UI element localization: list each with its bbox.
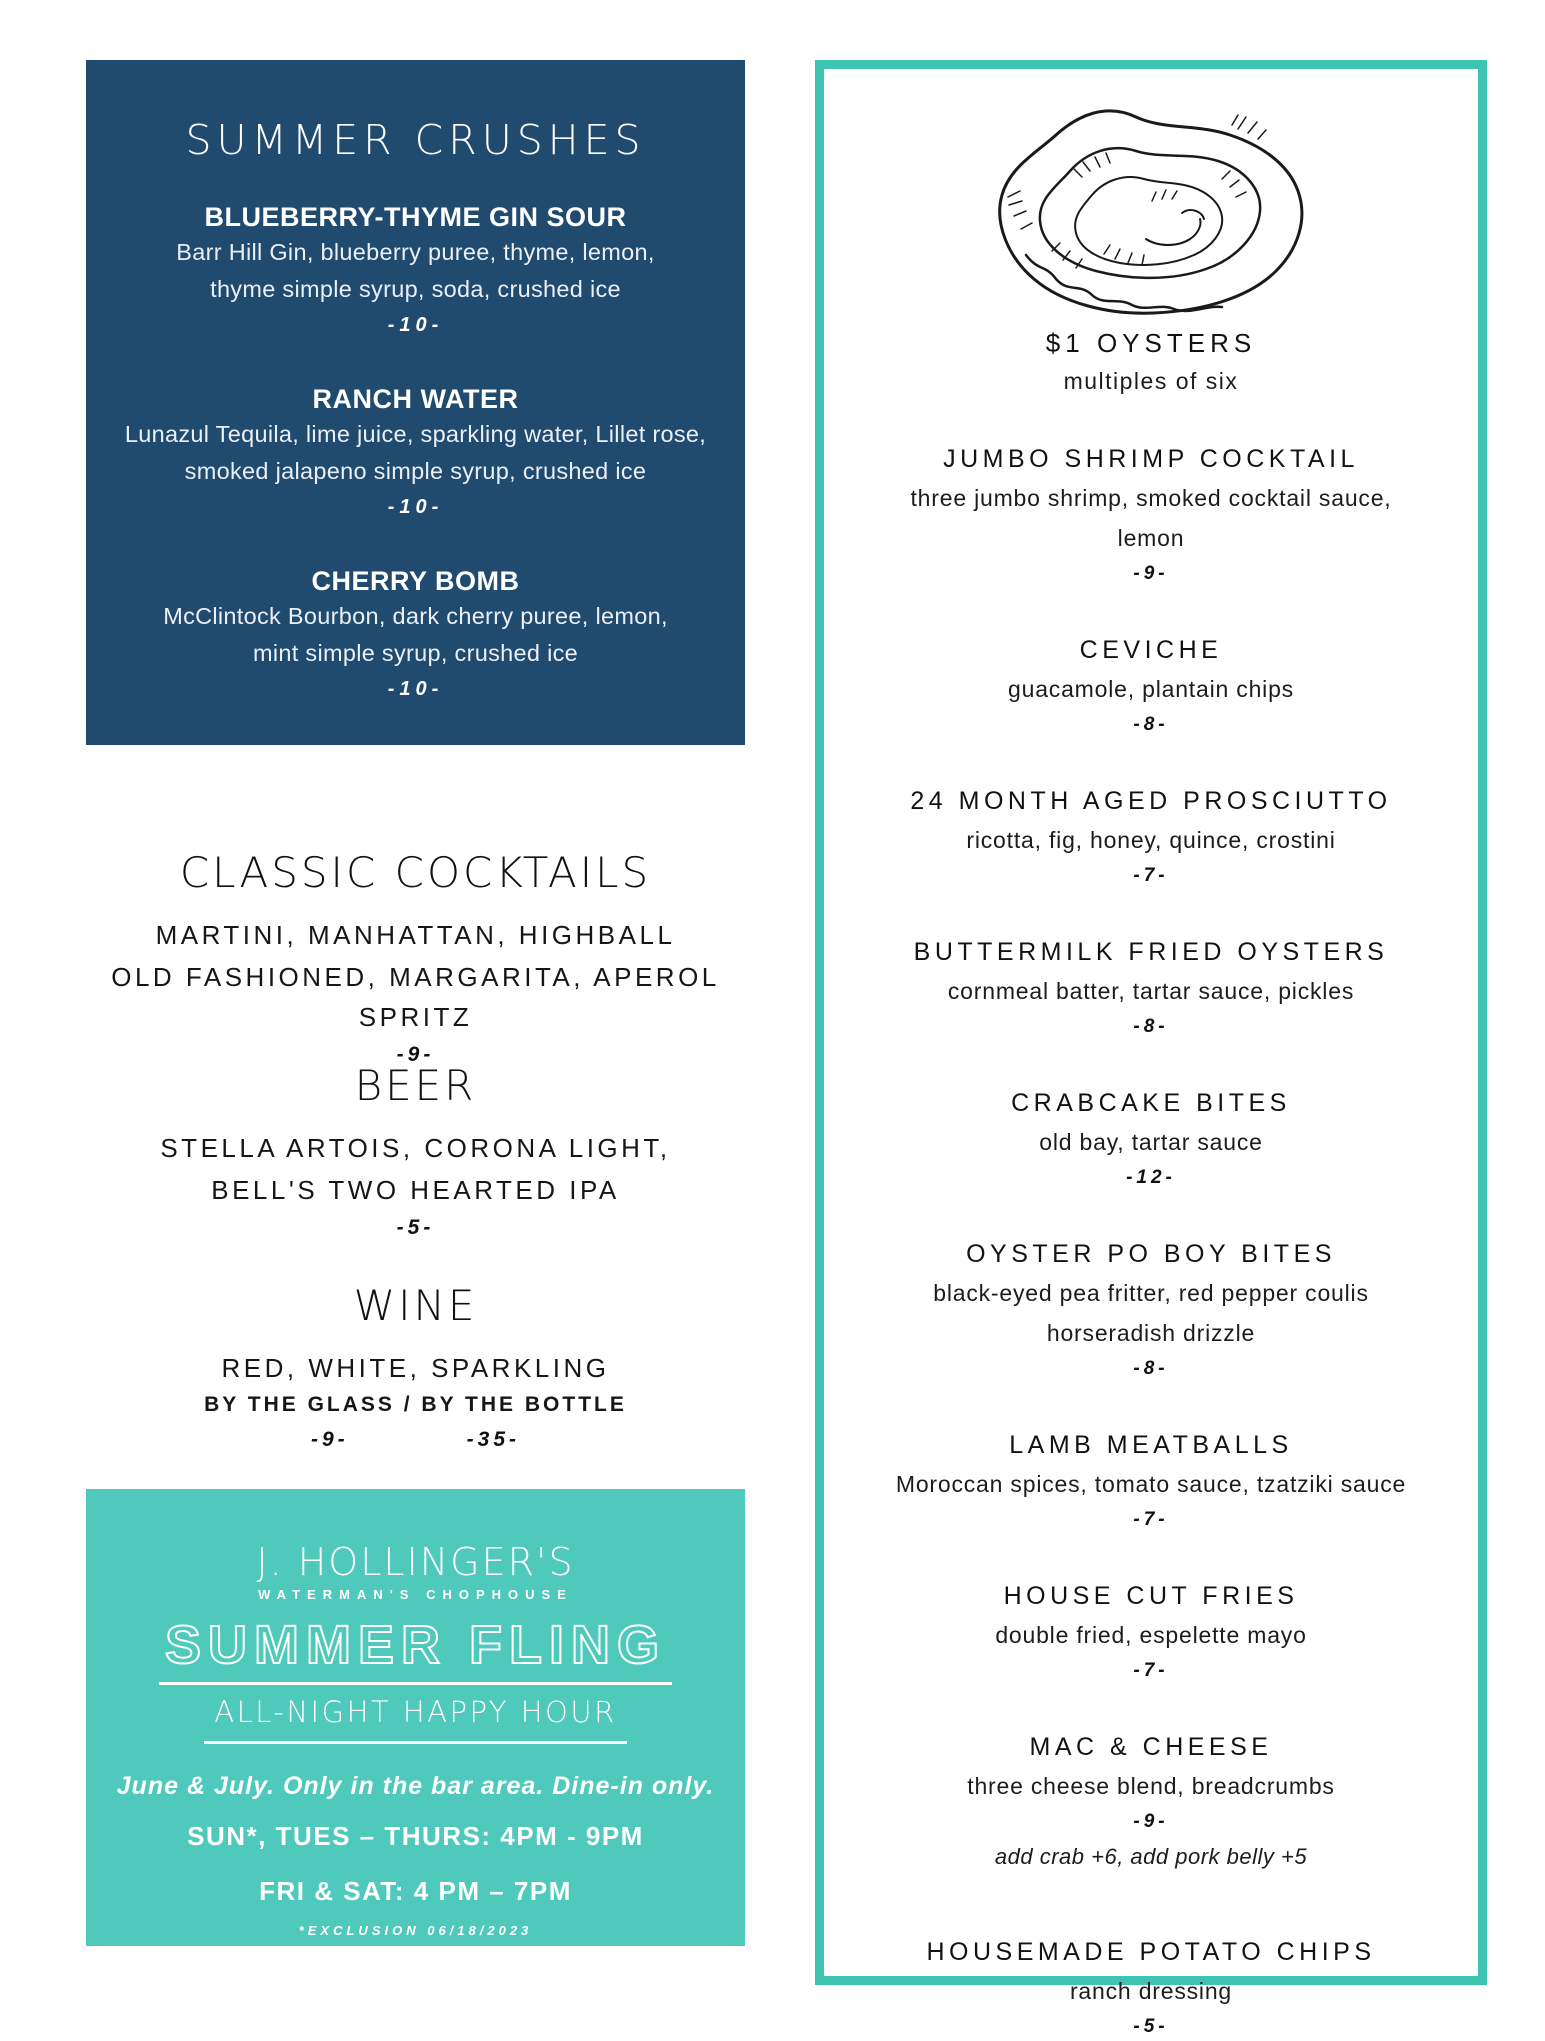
happy-hour-food-panel (815, 60, 1487, 2037)
cocktail-list-line: MARTINI, MANHATTAN, HIGHBALL (155, 920, 676, 950)
item-description: three jumbo shrimp, smoked cocktail sauce, (910, 485, 1392, 511)
promo-subheadline: ALL-NIGHT HAPPY HOUR (204, 1695, 627, 1744)
item-description: smoked jalapeno simple syrup, crushed ice (184, 458, 647, 484)
section-price: -5- (396, 1216, 435, 1239)
menu-item-ceviche (824, 632, 1478, 739)
item-price: -8- (1133, 1016, 1169, 1037)
classic-cocktails-section (86, 845, 745, 1067)
item-price: -10- (387, 678, 444, 700)
item-name: LAMB MEATBALLS (1009, 1431, 1293, 1459)
item-description: double fried, espelette mayo (995, 1622, 1307, 1648)
menu-item-lamb-meatballs (824, 1427, 1478, 1534)
item-addons-note: add crab +6, add pork belly +5 (994, 1844, 1308, 1869)
item-name: CEVICHE (1079, 636, 1223, 664)
item-price: -9- (1133, 1811, 1169, 1832)
menu-item-blueberry-thyme-gin-sour (86, 200, 745, 340)
dollar-oysters-title: $1 OYSTERS (1045, 328, 1257, 358)
promo-headline: SUMMER FLING (159, 1616, 672, 1685)
item-description: ranch dressing (1069, 1978, 1233, 2004)
item-description: mint simple syrup, crushed ice (252, 640, 579, 666)
item-description: old bay, tartar sauce (1039, 1129, 1263, 1155)
promo-terms-line: June & July. Only in the bar area. Dine-in only. (116, 1772, 715, 1800)
restaurant-tagline: WATERMAN'S CHOPHOUSE (258, 1587, 573, 1602)
item-price: -7- (1133, 865, 1169, 886)
summer-fling-promo-panel (86, 1489, 745, 1946)
item-name: BLUEBERRY-THYME GIN SOUR (204, 202, 627, 232)
wine-section (86, 1278, 745, 1452)
item-name: HOUSE CUT FRIES (1003, 1582, 1299, 1610)
item-name: HOUSEMADE POTATO CHIPS (926, 1938, 1376, 1966)
item-name: OYSTER PO BOY BITES (966, 1240, 1336, 1268)
menu-item-house-cut-fries (824, 1578, 1478, 1685)
item-price: -8- (1133, 1358, 1169, 1379)
menu-item-24-month-aged-prosciutto (824, 783, 1478, 890)
item-description: thyme simple syrup, soda, crushed ice (210, 276, 621, 302)
item-name: BUTTERMILK FRIED OYSTERS (913, 938, 1389, 966)
beer-list-line: BELL'S TWO HEARTED IPA (211, 1175, 620, 1205)
item-price: -8- (1133, 714, 1169, 735)
item-price: -12- (1126, 1167, 1176, 1188)
wine-bottle-price: -35- (466, 1428, 521, 1451)
wine-title: WINE (353, 1281, 478, 1330)
beer-list-line: STELLA ARTOIS, CORONA LIGHT, (160, 1133, 671, 1163)
dollar-oysters-subtitle: multiples of six (1063, 368, 1239, 394)
wine-prices (86, 1428, 745, 1452)
summer-crushes-panel (86, 60, 745, 745)
item-name: 24 MONTH AGED PROSCIUTTO (910, 787, 1392, 815)
item-price: -5- (1133, 2016, 1169, 2037)
item-description: guacamole, plantain chips (1008, 676, 1294, 702)
promo-exclusion-note: *EXCLUSION 06/18/2023 (298, 1923, 533, 1938)
menu-item-mac-and-cheese (824, 1729, 1478, 1870)
item-name: CHERRY BOMB (311, 566, 520, 596)
promo-hours-weekday: SUN*, TUES – THURS: 4PM - 9PM (187, 1821, 644, 1851)
menu-item-cherry-bomb (86, 564, 745, 704)
item-description: black-eyed pea fritter, red pepper coulis (933, 1280, 1369, 1306)
cocktail-list-line: OLD FASHIONED, MARGARITA, APEROL SPRITZ (111, 962, 720, 1032)
item-description: horseradish drizzle (1046, 1320, 1256, 1346)
item-price: -9- (1133, 563, 1169, 584)
item-name: MAC & CHEESE (1029, 1733, 1273, 1761)
menu-item-crabcake-bites (824, 1085, 1478, 1192)
item-price: -7- (1133, 1509, 1169, 1530)
item-price: -7- (1133, 1660, 1169, 1681)
wine-glass-price: -9- (310, 1428, 349, 1451)
item-price: -10- (387, 314, 444, 336)
oyster-illustration (986, 95, 1316, 323)
item-name: JUMBO SHRIMP COCKTAIL (943, 445, 1359, 473)
food-items-list (824, 441, 1478, 2041)
classic-cocktails-title: CLASSIC COCKTAILS (179, 848, 652, 897)
item-description: cornmeal batter, tartar sauce, pickles (947, 978, 1355, 1004)
item-description: ricotta, fig, honey, quince, crostini (966, 827, 1336, 853)
promo-hours-weekend: FRI & SAT: 4 PM – 7PM (259, 1876, 572, 1906)
item-price: -10- (387, 496, 444, 518)
menu-item-oyster-po-boy-bites (824, 1236, 1478, 1383)
wine-list-line: RED, WHITE, SPARKLING (221, 1353, 610, 1383)
section-price: -9- (396, 1043, 435, 1066)
menu-item-jumbo-shrimp-cocktail (824, 441, 1478, 588)
item-description: Lunazul Tequila, lime juice, sparkling water, Lillet rose, (124, 421, 707, 447)
item-description: lemon (1117, 525, 1185, 551)
menu-item-buttermilk-fried-oysters (824, 934, 1478, 1041)
restaurant-logo-text: J. HOLLINGER'S (256, 1540, 575, 1584)
menu-item-housemade-potato-chips (824, 1934, 1478, 2041)
item-name: RANCH WATER (312, 384, 519, 414)
item-description: Moroccan spices, tomato sauce, tzatziki sauce (895, 1471, 1407, 1497)
item-description: Barr Hill Gin, blueberry puree, thyme, lemon, (176, 239, 655, 265)
wine-serving-line: BY THE GLASS / BY THE BOTTLE (204, 1393, 627, 1416)
item-description: three cheese blend, breadcrumbs (967, 1773, 1335, 1799)
beer-title: BEER (354, 1061, 477, 1110)
beer-section (86, 1058, 745, 1240)
summer-crushes-title: SUMMER CRUSHES (185, 116, 646, 164)
menu-item-ranch-water (86, 382, 745, 522)
item-description: McClintock Bourbon, dark cherry puree, lemon, (163, 603, 668, 629)
item-name: CRABCAKE BITES (1011, 1089, 1291, 1117)
